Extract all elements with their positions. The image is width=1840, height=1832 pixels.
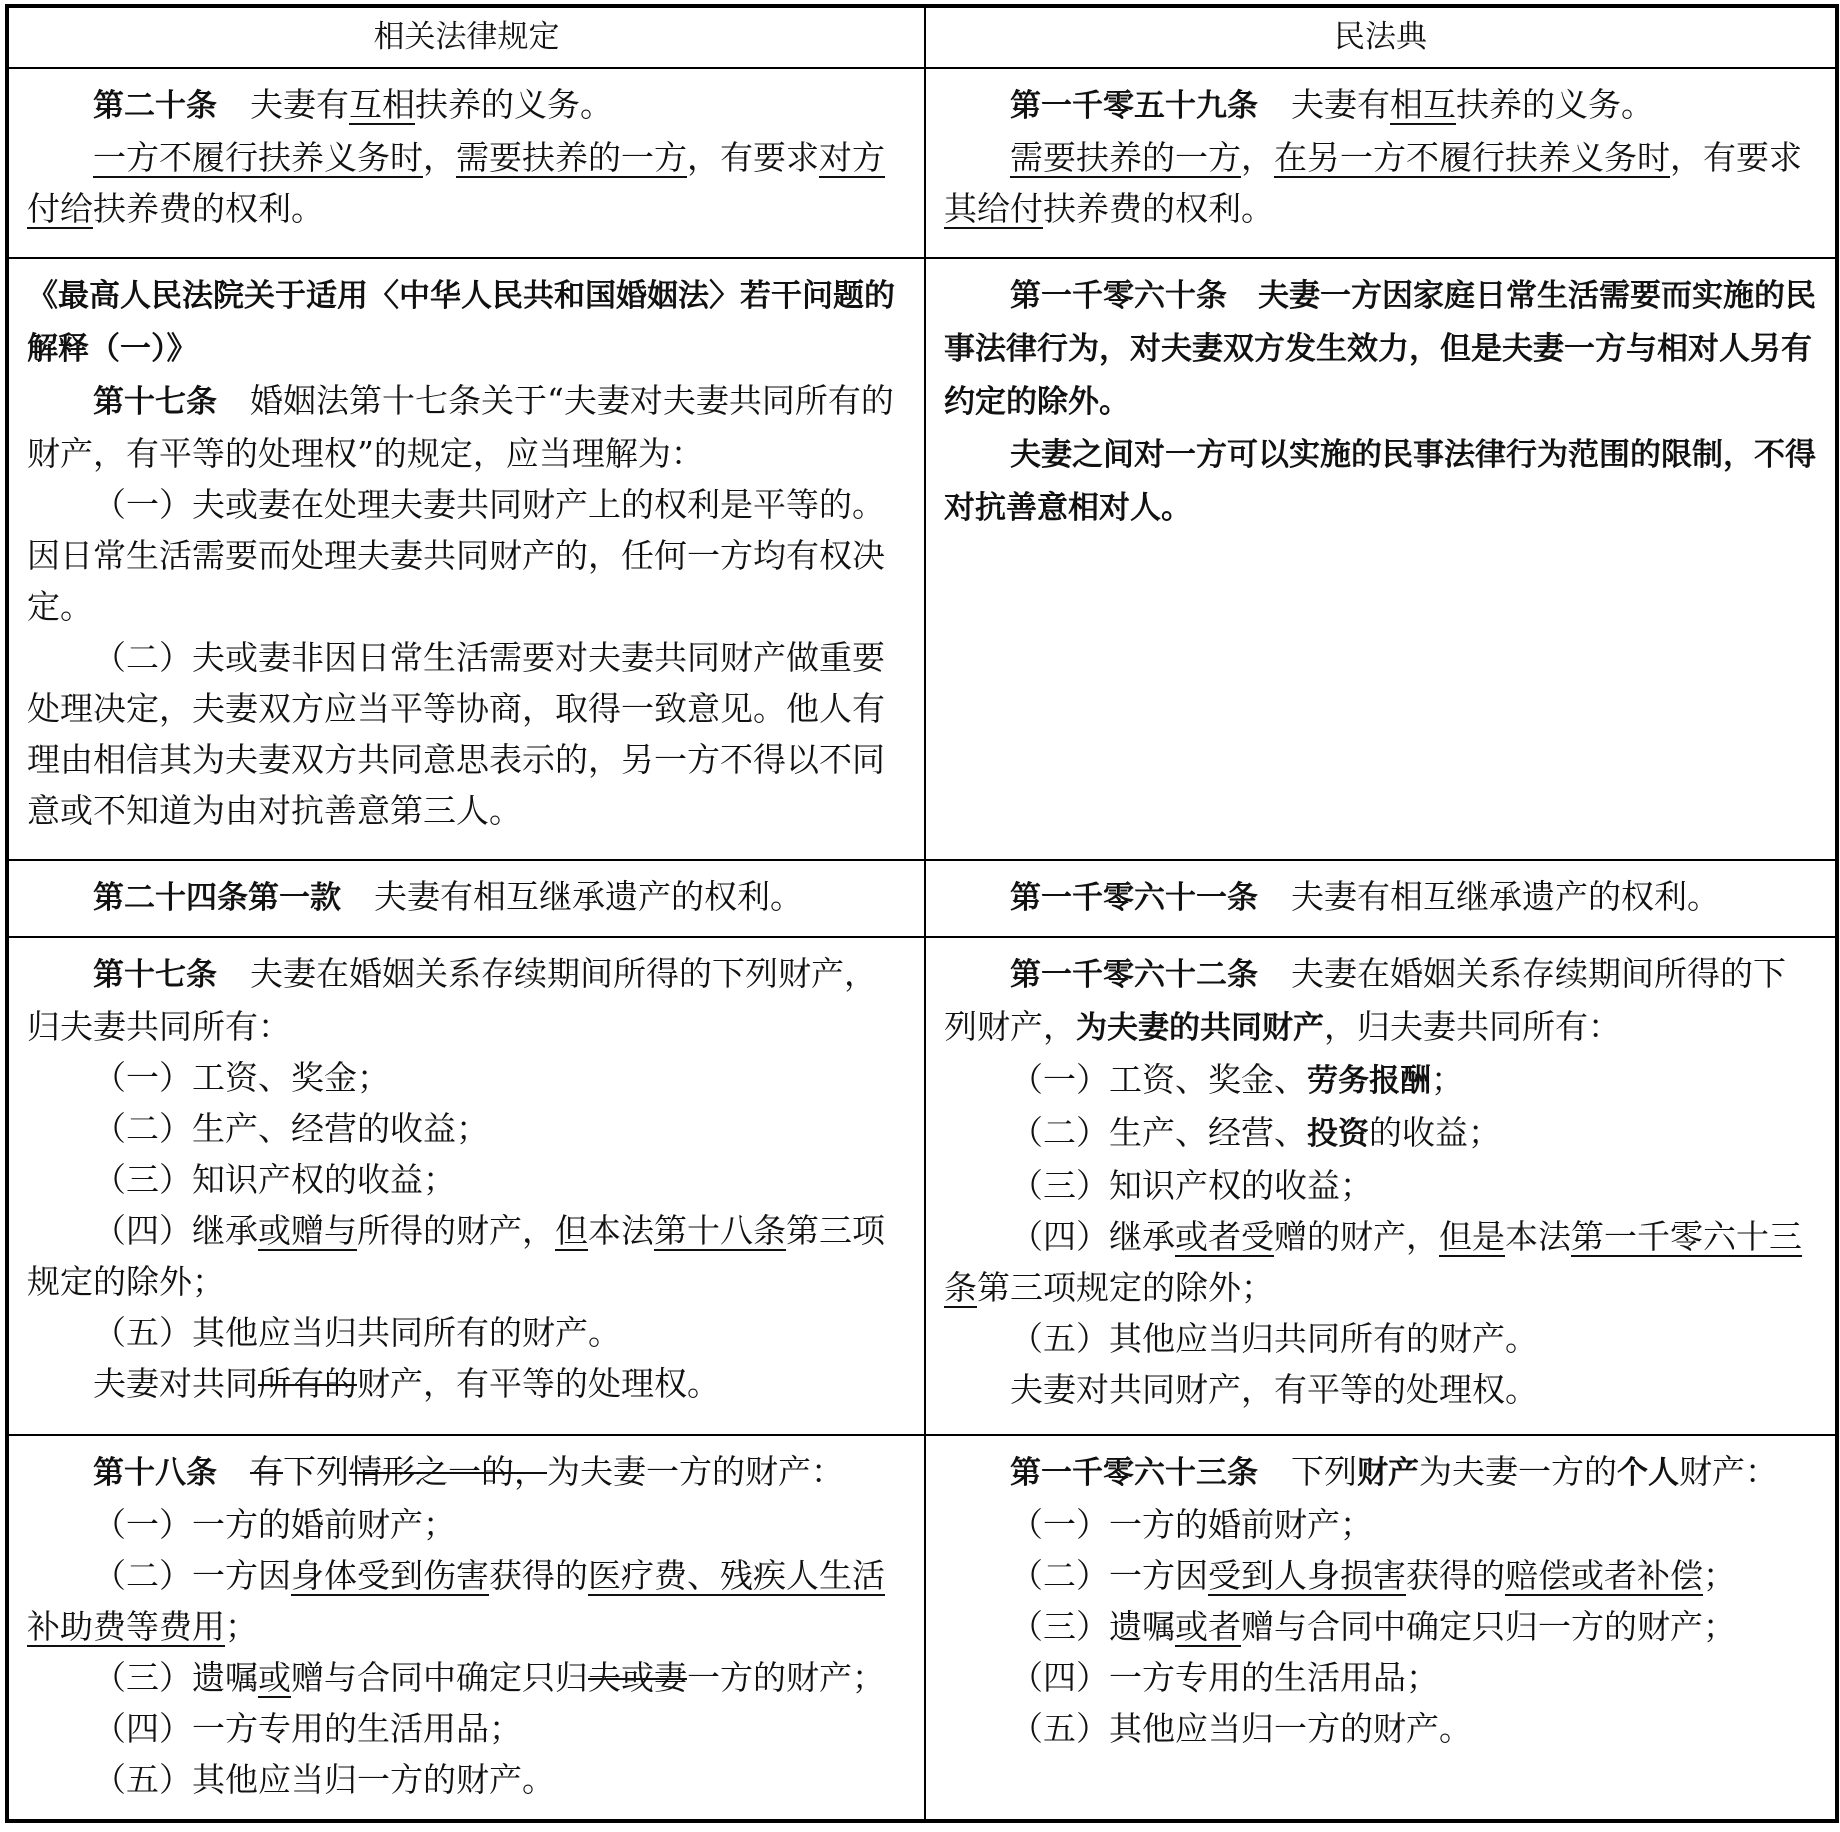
article-heading: 第一千零六十一条	[1010, 880, 1258, 916]
text-run: ，有要求	[687, 138, 819, 177]
paragraph	[27, 1307, 906, 1358]
table-header-row	[7, 6, 1837, 68]
text-run: 第三项规定的除外；	[977, 1268, 1274, 1307]
struck-text: 夫或妻	[588, 1658, 687, 1697]
underlined-text: 第一千零六十三条	[944, 1217, 1802, 1307]
underlined-text: 身体受到伤害	[291, 1556, 489, 1595]
underlined-text: 一方不履行扶养义务时	[93, 138, 423, 177]
article-heading: 投资	[1307, 1116, 1369, 1152]
text-run: （二）生产、经营的收益；	[93, 1109, 489, 1148]
text-run: 赠与合同中确定只归	[291, 1658, 588, 1697]
underlined-text: 或赠与	[258, 1211, 357, 1250]
text-run: （二）生产、经营、	[1010, 1113, 1307, 1152]
article-heading: 第十七条	[93, 957, 217, 993]
text-run: （五）其他应当归一方的财产。	[1010, 1709, 1472, 1748]
text-run: 下列	[1258, 1452, 1357, 1491]
table-row	[7, 860, 1837, 937]
article-heading: 《最高人民法院关于适用〈中华人民共和国婚姻法〉若干问题的解释（一）》	[27, 278, 895, 367]
text-run: （三）遗嘱	[93, 1658, 258, 1697]
text-run: 夫妻在婚姻关系存续期间所得的下列财产，	[944, 954, 1786, 1046]
text-run: ，	[1241, 138, 1274, 177]
paragraph	[944, 132, 1817, 234]
cell-related-law	[7, 860, 925, 937]
table-row	[7, 937, 1837, 1435]
text-run: ；	[1431, 1060, 1464, 1099]
text-run: 财产：	[1679, 1452, 1778, 1491]
underlined-text: 需要扶养的一方	[456, 138, 687, 177]
text-run: 财产，有平等的处理权。	[357, 1364, 720, 1403]
text-run: 扶养费的权利。	[1043, 189, 1274, 228]
article-heading: 第一千零六十二条	[1010, 957, 1258, 993]
underlined-text: 在另一方不履行扶养义务时	[1274, 138, 1670, 177]
paragraph	[944, 1703, 1817, 1754]
text-run: 本法	[1505, 1217, 1571, 1256]
text-run: 为夫妻一方的	[1419, 1452, 1617, 1491]
text-run: 获得的	[1406, 1556, 1505, 1595]
article-heading: 劳务报酬	[1307, 1063, 1431, 1099]
article-heading: 第十八条	[93, 1455, 217, 1491]
underlined-text: 第十八条	[654, 1211, 786, 1250]
text-run: 本法	[588, 1211, 654, 1250]
text-run: （一）一方的婚前财产；	[1010, 1505, 1373, 1544]
paragraph	[27, 1205, 906, 1307]
text-run: 扶养的义务。	[1456, 85, 1654, 124]
text-run: 的收益；	[1369, 1113, 1501, 1152]
article-heading: 第二十四条第一款	[93, 880, 341, 916]
text-run: 赠的财产，	[1274, 1217, 1439, 1256]
article-heading: 第二十条	[93, 88, 217, 124]
text-run: （五）其他应当归共同所有的财产。	[1010, 1319, 1538, 1358]
text-run: （一）夫或妻在处理夫妻共同财产上的权利是平等的。因日常生活需要而处理夫妻共同财产的，任何一方均有权决定。	[27, 485, 885, 626]
text-run: （二）夫或妻非因日常生活需要对夫妻共同财产做重要处理决定，夫妻双方应当平等协商，取得一致意见。他人有理由相信其为夫妻双方共同意思表示的，另一方不得以不同意或不知道为由对抗善意第三人。	[27, 638, 885, 830]
text-run: （二）一方因	[93, 1556, 291, 1595]
article-heading: 第十七条	[93, 384, 217, 420]
underlined-text: 赔偿或者补偿	[1505, 1556, 1703, 1595]
article-heading: 第一千零六十条	[1010, 278, 1227, 314]
underlined-text: 需要扶养的一方	[1010, 138, 1241, 177]
paragraph	[944, 1499, 1817, 1550]
paragraph	[944, 871, 1817, 924]
text-run: （三）遗嘱	[1010, 1607, 1175, 1646]
paragraph	[944, 269, 1817, 428]
text-run: ，	[423, 138, 456, 177]
paragraph	[27, 632, 906, 836]
text-run: （五）其他应当归一方的财产。	[93, 1760, 555, 1799]
cell-related-law	[7, 68, 925, 258]
text-run: 一方的财产；	[687, 1658, 885, 1697]
text-run: （四）继承	[93, 1211, 258, 1250]
text-run: 所得的财产，	[357, 1211, 555, 1250]
underlined-text: 医疗费、残疾人生活补助费等费用	[27, 1556, 885, 1646]
struck-text: 所有的	[258, 1364, 357, 1403]
paragraph	[27, 79, 906, 132]
text-run: 扶养的义务。	[415, 85, 613, 124]
paragraph	[944, 1211, 1817, 1313]
paragraph	[944, 1313, 1817, 1364]
article-heading: 夫妻一方因家庭日常生活需要而实施的民事法律行为，对夫妻双方发生效力，但是夫妻一方与相对人另有约定的除外。	[944, 278, 1816, 420]
paragraph	[944, 79, 1817, 132]
text-run: （二）一方因	[1010, 1556, 1208, 1595]
comparison-table	[5, 4, 1839, 1823]
paragraph	[27, 1446, 906, 1499]
underlined-text: 相互	[1390, 85, 1456, 124]
table-row	[7, 258, 1837, 860]
text-run: （三）知识产权的收益；	[1010, 1166, 1373, 1205]
cell-civil-code	[925, 860, 1837, 937]
text-run: ，有要求	[1670, 138, 1802, 177]
text-run: 第三项规定的除外；	[27, 1211, 885, 1301]
paragraph	[944, 948, 1817, 1054]
text-run: （五）其他应当归共同所有的财产。	[93, 1313, 621, 1352]
text-run: 为夫妻一方的财产：	[547, 1452, 844, 1491]
text-run: 赠与合同中确定只归一方的财产；	[1241, 1607, 1736, 1646]
paragraph	[27, 1703, 906, 1754]
header-civil-code: 民法典	[925, 6, 1837, 68]
cell-civil-code	[925, 68, 1837, 258]
paragraph	[27, 1052, 906, 1103]
paragraph	[27, 871, 906, 924]
paragraph	[27, 479, 906, 632]
cell-related-law	[7, 258, 925, 860]
text-run: 夫妻有	[1258, 85, 1390, 124]
paragraph	[944, 428, 1817, 534]
underlined-text: 或	[258, 1658, 291, 1697]
paragraph	[944, 1601, 1817, 1652]
article-heading: 个人	[1617, 1455, 1679, 1491]
underlined-text: 其给付	[944, 189, 1043, 228]
text-run: （四）继承	[1010, 1217, 1175, 1256]
text-run: 夫妻对共同财产，有平等的处理权。	[1010, 1370, 1538, 1409]
text-run: 夫妻对共同	[93, 1364, 258, 1403]
cell-civil-code	[925, 1435, 1837, 1821]
text-run: （一）工资、奖金；	[93, 1058, 390, 1097]
paragraph	[27, 375, 906, 479]
article-heading: 第一千零五十九条	[1010, 88, 1258, 124]
text-run: ；	[225, 1607, 258, 1646]
article-heading: 为夫妻的共同财产	[1076, 1010, 1324, 1046]
underlined-text: 或者受	[1175, 1217, 1274, 1256]
text-run: （三）知识产权的收益；	[93, 1160, 456, 1199]
article-heading: 第一千零六十三条	[1010, 1455, 1258, 1491]
paragraph	[944, 1550, 1817, 1601]
underlined-text: 受到人身损害	[1208, 1556, 1406, 1595]
text-run: （一）工资、奖金、	[1010, 1060, 1307, 1099]
paragraph	[27, 1499, 906, 1550]
paragraph	[27, 1652, 906, 1703]
article-heading: 财产	[1357, 1455, 1419, 1491]
paragraph	[944, 1107, 1817, 1160]
text-run: （四）一方专用的生活用品；	[1010, 1658, 1439, 1697]
underlined-text: 但是	[1439, 1217, 1505, 1256]
paragraph	[27, 1103, 906, 1154]
document-page	[5, 4, 1835, 1826]
paragraph	[27, 948, 906, 1052]
text-run: 夫妻有	[217, 85, 349, 124]
text-run: （四）一方专用的生活用品；	[93, 1709, 522, 1748]
text-run: 夫妻有相互继承遗产的权利。	[1258, 877, 1720, 916]
paragraph	[27, 132, 906, 234]
text-run: 夫妻有相互继承遗产的权利。	[341, 877, 803, 916]
text-run: ；	[1703, 1556, 1736, 1595]
text-run: 获得的	[489, 1556, 588, 1595]
paragraph	[27, 1550, 906, 1652]
text-run: （一）一方的婚前财产；	[93, 1505, 456, 1544]
table-row	[7, 68, 1837, 258]
cell-civil-code	[925, 258, 1837, 860]
paragraph	[27, 1754, 906, 1805]
table-row	[7, 1435, 1837, 1821]
text-run: ，归夫妻共同所有：	[1324, 1007, 1621, 1046]
article-heading: 夫妻之间对一方可以实施的民事法律行为范围的限制，不得对抗善意相对人。	[944, 437, 1816, 526]
underlined-text: 对方付给	[27, 138, 885, 228]
struck-text: 情形之一的，	[349, 1452, 547, 1491]
cell-related-law	[7, 937, 925, 1435]
paragraph	[27, 269, 906, 375]
table-body	[7, 68, 1837, 1821]
text-run	[217, 1452, 250, 1491]
struck-text: 有	[250, 1452, 283, 1491]
paragraph	[27, 1358, 906, 1409]
text-run: 下列	[283, 1452, 349, 1491]
paragraph	[944, 1054, 1817, 1107]
underlined-text: 或者	[1175, 1607, 1241, 1646]
paragraph	[944, 1160, 1817, 1211]
paragraph	[27, 1154, 906, 1205]
text-run: 夫妻在婚姻关系存续期间所得的下列财产，归夫妻共同所有：	[27, 954, 877, 1046]
paragraph	[944, 1364, 1817, 1415]
underlined-text: 互相	[349, 85, 415, 124]
text-run: 扶养费的权利。	[93, 189, 324, 228]
paragraph	[944, 1446, 1817, 1499]
underlined-text: 但	[555, 1211, 588, 1250]
cell-civil-code	[925, 937, 1837, 1435]
text-run: 婚姻法第十七条关于“夫妻对夫妻共同所有的财产，有平等的处理权”的规定，应当理解为：	[27, 381, 894, 473]
paragraph	[944, 1652, 1817, 1703]
cell-related-law	[7, 1435, 925, 1821]
header-related-law: 相关法律规定	[7, 6, 925, 68]
